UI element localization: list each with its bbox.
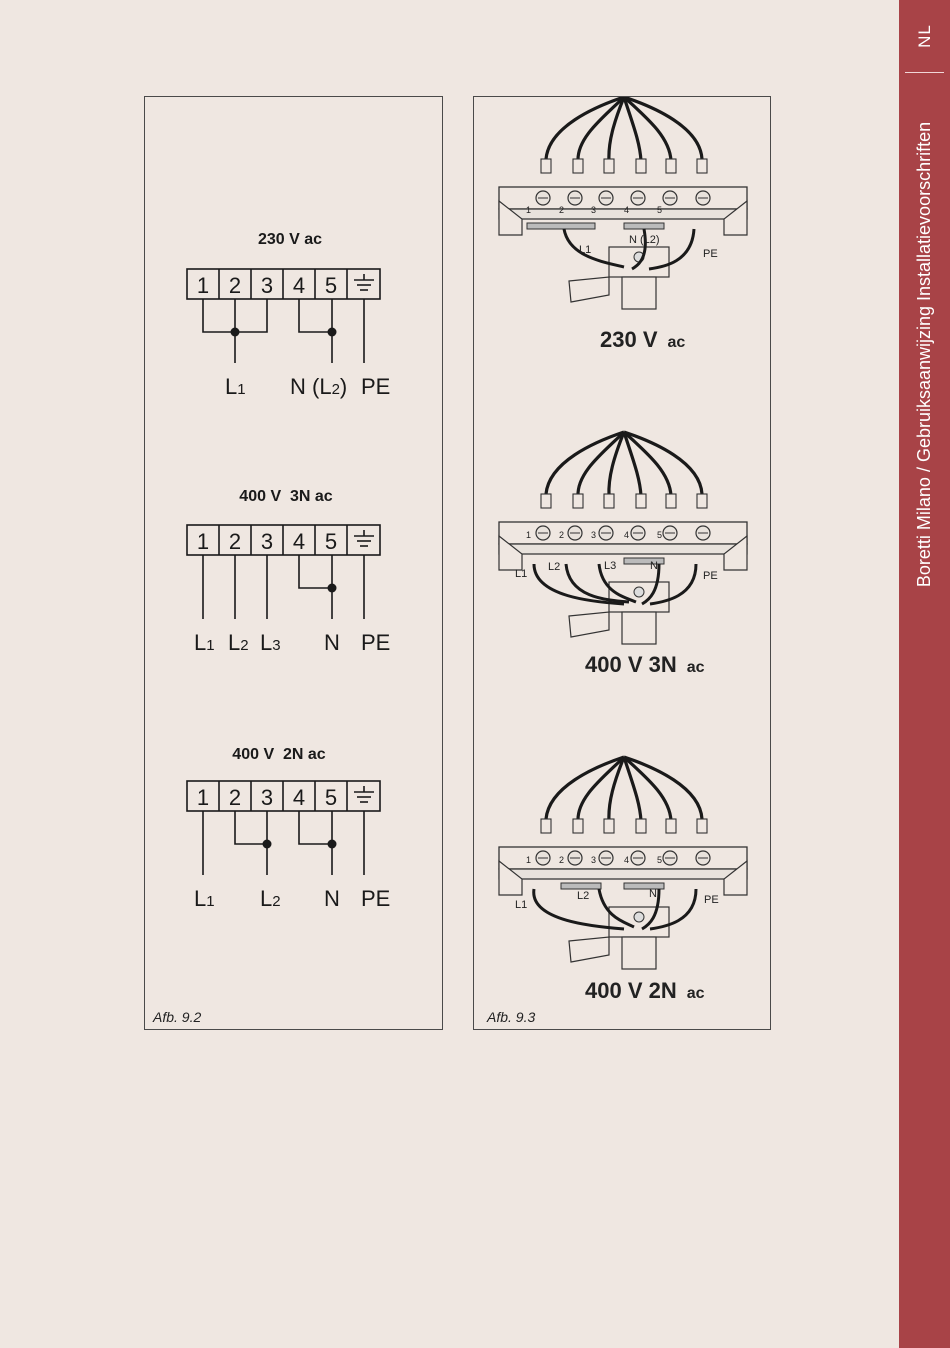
terminal-number: 1 [196,785,210,810]
terminal-block-illustrations [474,97,770,1029]
diagram-title-400v-3n: 400 V 3N ac [239,488,333,505]
wire-label: PE [703,248,718,260]
wire-label: N [650,560,658,572]
terminal-number: 5 [324,273,338,298]
block-number: 4 [624,205,630,215]
block-number: 1 [526,205,532,215]
diagram-title-400v-2n: 400 V 2N ac [232,746,326,763]
phase-label-pe: PE [361,374,391,399]
terminal-number: 1 [196,273,210,298]
sidebar-divider [905,72,944,73]
diagram-230v [187,269,380,363]
terminal-block-400v-2n [499,757,747,969]
figure-9-2-panel [144,96,443,1030]
phase-label-l2: L2 [260,886,281,911]
illustration-title-230v: 230 V ac [600,327,686,352]
figure-caption-9-3: Afb. 9.3 [487,1009,536,1025]
wire-label: N (L2) [629,234,660,246]
phase-label-n: N [324,886,340,911]
block-number: 3 [591,205,597,215]
block-number: 5 [657,205,663,215]
phase-label-n-l2: N (L2) [290,374,348,399]
terminal-number: 2 [228,785,242,810]
figure-caption-9-2: Afb. 9.2 [153,1009,202,1025]
phase-label-l1: L1 [194,886,215,911]
terminal-number: 4 [292,785,306,810]
terminal-number: 4 [292,529,306,554]
block-number: 4 [624,855,630,865]
block-number: 2 [559,530,565,540]
sidebar-title: Boretti Milano / Gebruiksaanwijzing Installatievoorschriften [914,121,934,587]
terminal-number: 3 [260,273,274,298]
terminal-number: 2 [228,529,242,554]
terminal-number: 1 [196,529,210,554]
terminal-schematics [145,97,442,1029]
phase-label-pe: PE [361,886,391,911]
illustration-title-400v-2n: 400 V 2N ac [585,978,705,1003]
terminal-block-400v-3n [499,432,747,644]
phase-label-l1: L1 [225,374,246,399]
terminal-number: 5 [324,529,338,554]
block-number: 5 [657,855,663,865]
block-number: 2 [559,855,565,865]
terminal-block-230v [499,97,747,309]
phase-label-l3: L3 [260,630,281,655]
wire-label: N [649,888,657,900]
diagram-400v-3n [187,525,380,619]
phase-label-pe: PE [361,630,391,655]
phase-label-l1: L1 [194,630,215,655]
wire-label: L3 [604,560,617,572]
block-number: 4 [624,530,630,540]
wire-label: L1 [579,244,592,256]
wire-label: PE [704,894,719,906]
block-number: 3 [591,530,597,540]
terminal-number: 5 [324,785,338,810]
block-number: 3 [591,855,597,865]
diagram-400v-2n [187,781,380,875]
language-tab [899,0,950,72]
figure-9-3-panel [473,96,771,1030]
wire-label: L1 [515,899,528,911]
language-code: NL [914,24,934,48]
block-number: 2 [559,205,565,215]
wire-label: L2 [577,890,590,902]
sidebar [899,0,950,1348]
terminal-number: 2 [228,273,242,298]
terminal-number: 4 [292,273,306,298]
block-number: 1 [526,530,532,540]
wire-label: PE [703,570,718,582]
terminal-number: 3 [260,529,274,554]
wire-label: L2 [548,561,561,573]
phase-label-l2: L2 [228,630,249,655]
illustration-title-400v-3n: 400 V 3N ac [585,652,705,677]
diagram-title-230v: 230 V ac [257,231,323,248]
block-number: 1 [526,855,532,865]
terminal-number: 3 [260,785,274,810]
block-number: 5 [657,530,663,540]
wire-label: L1 [515,568,528,580]
sidebar-title-box [899,86,950,622]
phase-label-n: N [324,630,340,655]
